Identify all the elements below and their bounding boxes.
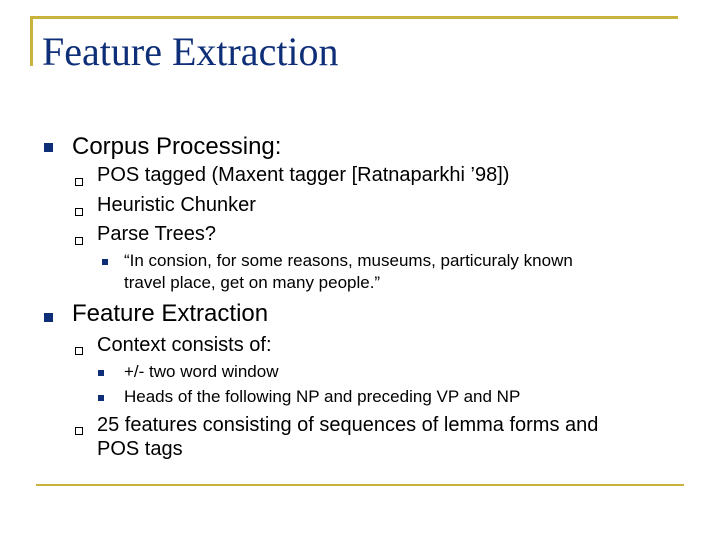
bottom-rule <box>36 484 684 486</box>
hollow-square-bullet-icon <box>75 427 83 435</box>
left-rule <box>30 16 33 66</box>
square-bullet-icon <box>44 143 53 152</box>
top-rule <box>30 16 678 19</box>
bullet-heads-np-vp: Heads of the following NP and preceding VP and NP <box>124 387 521 406</box>
bullet-word-window: +/- two word window <box>124 362 279 381</box>
bullet-heuristic-chunker: Heuristic Chunker <box>97 194 256 216</box>
bullet-25-features-line-2: POS tags <box>97 438 183 460</box>
hollow-square-bullet-icon <box>75 208 83 216</box>
bullet-context: Context consists of: <box>97 334 272 356</box>
slide-title: Feature Extraction <box>42 29 339 74</box>
hollow-square-bullet-icon <box>75 237 83 245</box>
square-bullet-icon <box>102 259 108 265</box>
square-bullet-icon <box>98 395 104 401</box>
square-bullet-icon <box>98 370 104 376</box>
bullet-parse-trees: Parse Trees? <box>97 223 216 245</box>
bullet-pos-tagged: POS tagged (Maxent tagger [Ratnaparkhi ’98]) <box>97 164 510 186</box>
bullet-feature-extraction: Feature Extraction <box>72 300 269 327</box>
bullet-25-features-line-1: 25 features consisting of sequences of lemma forms and <box>97 414 599 436</box>
hollow-square-bullet-icon <box>75 178 83 186</box>
quote-line-2: travel place, get on many people.” <box>124 273 381 292</box>
bullet-corpus-processing: Corpus Processing: <box>72 133 282 160</box>
square-bullet-icon <box>44 313 53 322</box>
hollow-square-bullet-icon <box>75 347 83 355</box>
quote-line-1: “In consion, for some reasons, museums, particuraly known <box>124 251 573 270</box>
